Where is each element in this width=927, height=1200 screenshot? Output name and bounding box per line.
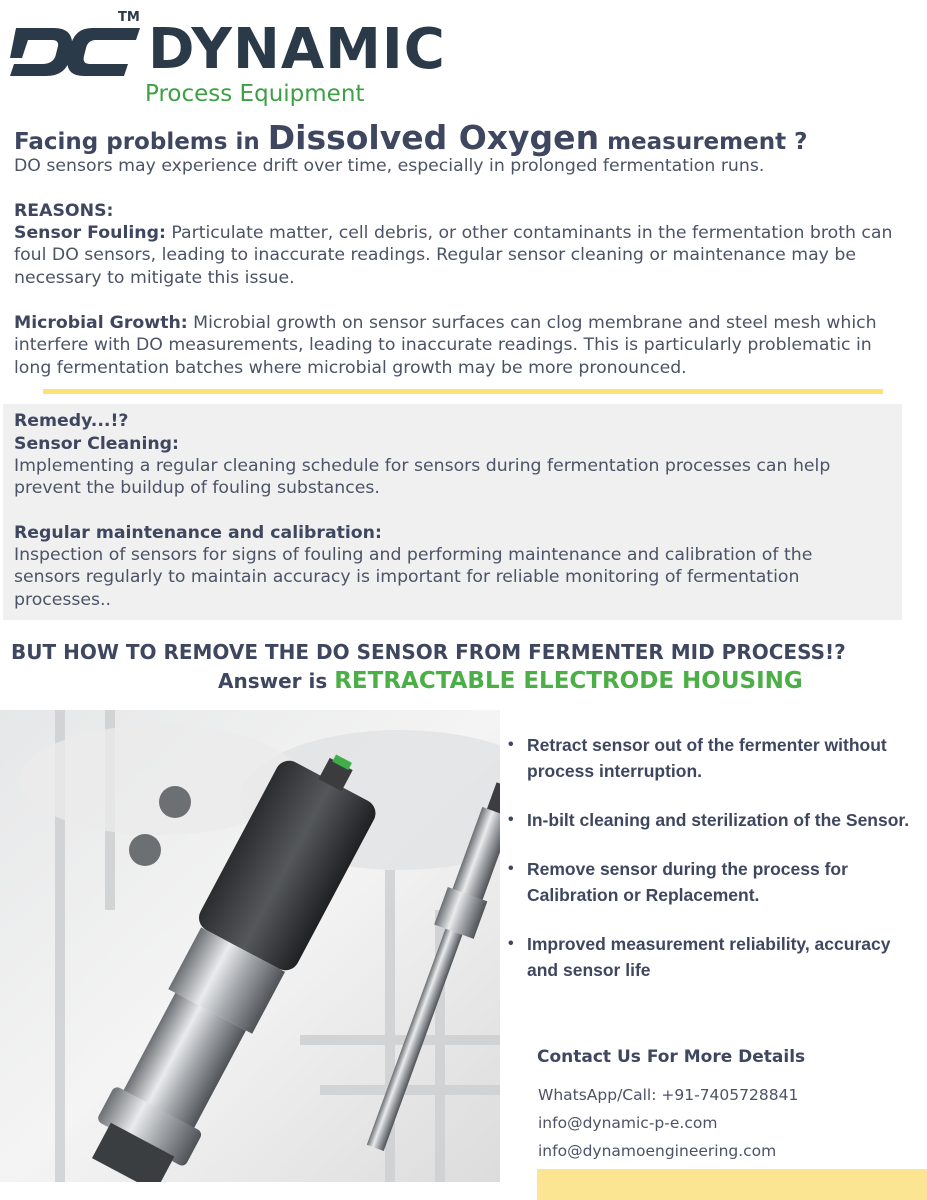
yellow-footer-bar xyxy=(537,1169,927,1200)
lead-paragraph: DO sensors may experience drift over time, especially in prolonged fermentation runs. xyxy=(14,156,765,176)
product-photo xyxy=(0,710,500,1182)
remedy-cleaning-text: Implementing a regular cleaning schedule for sensors during fermentation processes can help prevent the buildup of fouling substances. xyxy=(14,456,831,499)
retractable-housing-illustration xyxy=(0,710,500,1182)
yellow-divider xyxy=(43,389,883,394)
contact-email-1[interactable]: info@dynamic-p-e.com xyxy=(538,1114,718,1132)
trademark-symbol: TM xyxy=(118,10,140,25)
reason-fouling-text: Particulate matter, cell debris, or other contaminants in the fermentation broth can foul DO sensors, leading to inaccurate readings. Regular sensor cleaning or maintenance may be necessary to mitigate this issue. xyxy=(14,223,893,288)
feature-item: • Retract sensor out of the fermenter without process interruption. xyxy=(508,732,918,784)
answer-line xyxy=(218,665,803,697)
reasons-title: REASONS: xyxy=(14,201,114,221)
reason-growth-text: Microbial growth on sensor surfaces can clog membrane and steel mesh which interfere with DO measurements, leading to inaccurate readings. This is particularly problematic in long fermentation batches where microbial growth may be more pronounced. xyxy=(14,313,877,378)
answer-prefix: Answer is xyxy=(218,669,335,693)
question-line: BUT HOW TO REMOVE THE DO SENSOR FROM FERMENTER MID PROCESS!? xyxy=(11,640,846,664)
reason-fouling-label: Sensor Fouling: xyxy=(14,223,166,243)
contact-email-2[interactable]: info@dynamoengineering.com xyxy=(538,1142,777,1160)
remedy-title: Remedy...!? xyxy=(14,411,129,431)
feature-item: • Remove sensor during the process for Calibration or Replacement. xyxy=(508,856,918,908)
remedy-maintenance-label: Regular maintenance and calibration: xyxy=(14,523,382,543)
contact-title: Contact Us For More Details xyxy=(537,1047,806,1067)
reason-fouling xyxy=(14,222,914,289)
brand-name: DYNAMIC xyxy=(148,17,446,82)
feature-item: • Improved measurement reliability, accuracy and sensor life xyxy=(508,931,918,983)
contact-phone: WhatsApp/Call: +91-7405728841 xyxy=(538,1086,799,1104)
headline-part2: measurement ? xyxy=(599,129,808,155)
headline-part1: Facing problems in xyxy=(14,129,268,155)
dc-logo-mark xyxy=(8,20,148,90)
headline-highlight: Dissolved Oxygen xyxy=(267,118,600,157)
reason-growth xyxy=(14,312,914,379)
answer-highlight: RETRACTABLE ELECTRODE HOUSING xyxy=(334,668,803,694)
remedy-maintenance-text: Inspection of sensors for signs of fouling and performing maintenance and calibration of the sensors regularly to maintain accuracy is important for reliable monitoring of fermentation processes.. xyxy=(14,545,813,610)
reason-growth-label: Microbial Growth: xyxy=(14,313,188,333)
feature-item: • In-bilt cleaning and sterilization of the Sensor. xyxy=(508,807,918,833)
brand-tagline: Process Equipment xyxy=(145,81,365,107)
feature-list xyxy=(508,732,918,1006)
remedy-cleaning-label: Sensor Cleaning: xyxy=(14,434,179,454)
